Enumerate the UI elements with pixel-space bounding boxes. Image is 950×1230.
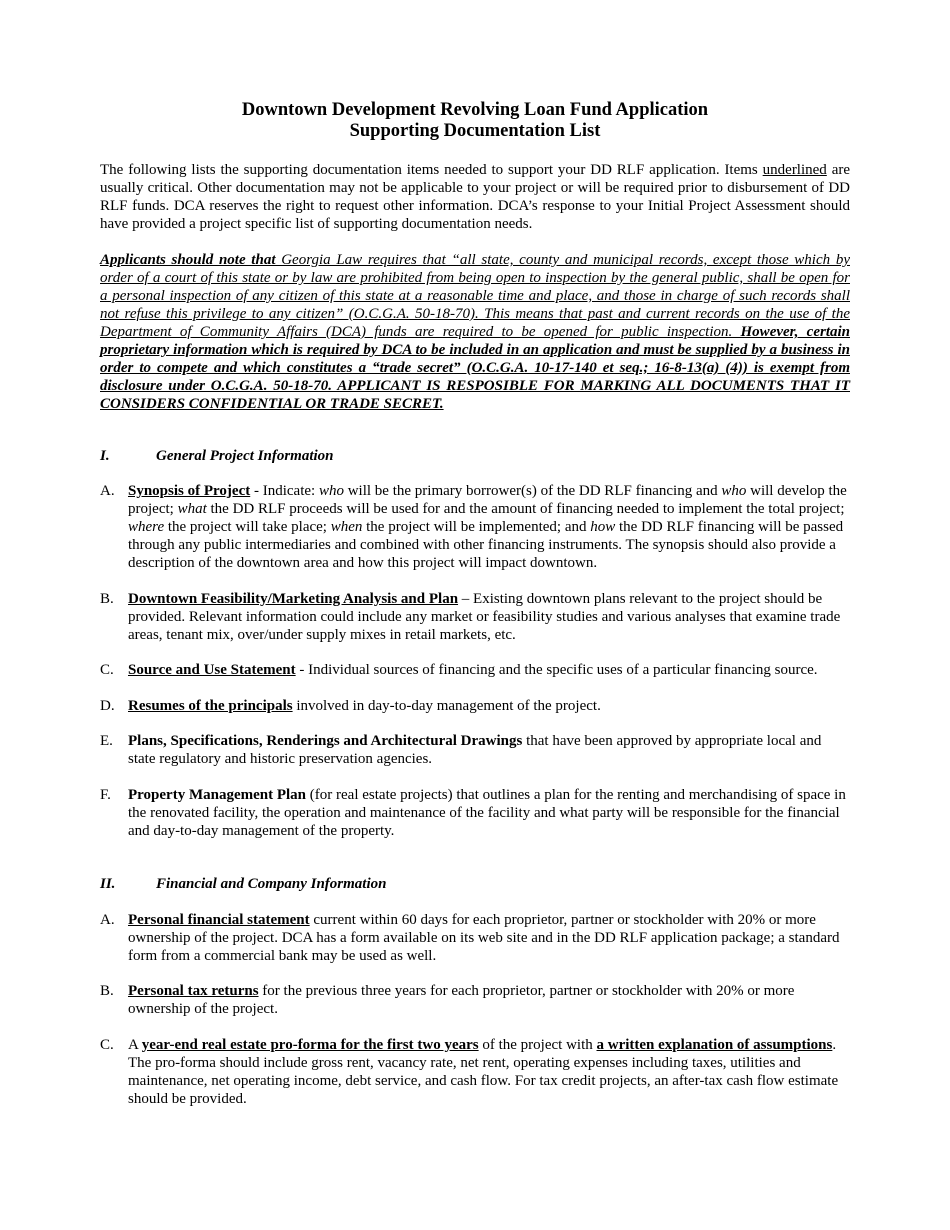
item-heading: Plans, Specifications, Renderings and Architectural Drawings <box>128 733 523 749</box>
item-letter: B. <box>100 983 114 999</box>
item-text: for the previous three years for each proprietor, partner or stockholder with 20% or more ownership of the project. <box>128 983 795 1017</box>
notice-trade-secret-clause: However, certain proprietary information which is required by DCA to be included in an application and must be supplied by a business in order to compete and which constitutes a “trade secret” (O.C.G.A. 10-17-140 et seq.; 16-8-13(a) (4)) is exempt from disclosure under O.C.G.A. 50-18-70. APPLICANT IS RESPOSIBLE FOR MARKING ALL DOCUMENTS THAT IT CONSIDERS CONFIDENTIAL OR TRADE SECRET. <box>100 324 850 412</box>
item-heading: Personal tax returns <box>128 983 259 999</box>
item-text: A <box>128 1037 142 1053</box>
list-item-feasibility-plan <box>100 590 850 644</box>
item-emphasis: what <box>177 501 207 517</box>
list-item-personal-tax-returns <box>100 982 850 1018</box>
item-heading: Resumes of the principals <box>128 698 293 714</box>
list-item-resumes <box>100 697 850 715</box>
list-item-synopsis <box>100 482 850 572</box>
section-number: I. <box>100 448 110 464</box>
item-text: . The pro-forma should include gross rent, vacancy rate, net rent, operating expenses including taxes, utilities and maintenance, net operating income, debt service, and cash flow. For tax credit projects, an after-tax cash flow estimate should be provided. <box>128 1037 839 1107</box>
item-letter: B. <box>100 591 114 607</box>
list-item-plans-drawings <box>100 732 850 768</box>
item-text: the project will take place; <box>164 519 331 535</box>
intro-paragraph <box>100 161 850 233</box>
notice-lead: Applicants should note that <box>100 252 276 268</box>
item-letter: D. <box>100 698 115 714</box>
list-item-source-use <box>100 661 850 679</box>
item-text: will be the primary borrower(s) of the DD RLF financing and <box>343 483 722 499</box>
section-number: II. <box>100 876 116 892</box>
item-text: of the project with <box>478 1037 597 1053</box>
item-letter: A. <box>100 912 115 928</box>
item-text: - Indicate: <box>250 483 319 499</box>
item-text: involved in day-to-day management of the project. <box>292 698 601 714</box>
item-text: the project will be implemented; and <box>362 519 591 535</box>
item-heading-assumptions: a written explanation of assumptions <box>596 1037 833 1053</box>
section-title: General Project Information <box>156 448 334 464</box>
section-title: Financial and Company Information <box>156 876 387 892</box>
item-letter: A. <box>100 483 115 499</box>
item-text: will develop the project; <box>128 483 847 517</box>
intro-text: The following lists the supporting documentation items needed to support your DD RLF application. Items <box>100 162 763 178</box>
item-letter: F. <box>100 787 111 803</box>
title-line-1: Downtown Development Revolving Loan Fund Application <box>241 100 709 120</box>
item-letter: E. <box>100 733 113 749</box>
item-text: – Existing downtown plans relevant to the project should be provided. Relevant information could include any market or feasibility studies and various analyses that examine trade areas, tenant mix, over/under supply mixes in retail markets, etc. <box>128 591 841 643</box>
item-text: (for real estate projects) that outlines a plan for the renting and merchandising of space in the renovated facility, the operation and maintenance of the facility and what party will be responsible for the financial and day-to-day management of the property. <box>128 787 846 839</box>
section-heading-financial-company <box>100 875 386 893</box>
item-letter: C. <box>100 1037 114 1053</box>
item-emphasis: who <box>721 483 747 499</box>
item-letter: C. <box>100 662 114 678</box>
item-heading: Source and Use Statement <box>128 662 296 678</box>
notice-body: Georgia Law requires that “all state, county and municipal records, except those which by order of a court of this state or by law are prohibited from being open to inspection by the general public, shall be open for a personal inspection of any citizen of this state at a reasonable time and place, and those in charge of such records shall not refuse this privilege to any citizen” (O.C.G.A. 50-18-70). This means that past and current records on the use of the Department of Community Affairs (DCA) funds are required to be opened for public inspection. <box>100 252 850 340</box>
title-line-2: Supporting Documentation List <box>349 121 601 141</box>
intro-text-continued: are usually critical. Other documentation may not be applicable to your project or will be required prior to disbursement of DD RLF funds. DCA reserves the right to request other information. DCA’s response to your Initial Project Assessment should have provided a project specific list of supporting documentation needs. <box>100 162 850 232</box>
item-emphasis: where <box>128 519 165 535</box>
item-emphasis: when <box>330 519 363 535</box>
item-emphasis: who <box>318 483 344 499</box>
item-text: - Individual sources of financing and the specific uses of a particular financing source. <box>295 662 818 678</box>
item-text: the DD RLF proceeds will be used for and the amount of financing needed to implement the total project; <box>206 501 845 517</box>
item-emphasis: how <box>590 519 616 535</box>
item-text: current within 60 days for each proprietor, partner or stockholder with 20% or more ownership of the project. DCA has a form available on its web site and in the DD RLF application package; a standard form from a commercial bank may be used as well. <box>128 912 840 964</box>
item-text: the DD RLF financing will be passed through any public intermediaries and combined with other financing instruments. The synopsis should also provide a description of the downtown area and how this project will impact downtown. <box>128 519 844 571</box>
item-text: that have been approved by appropriate local and state regulatory and historic preservation agencies. <box>128 733 822 767</box>
list-item-pro-forma <box>100 1036 850 1108</box>
item-heading: Property Management Plan <box>128 787 307 803</box>
item-heading: Personal financial statement <box>128 912 310 928</box>
list-item-personal-financial-statement <box>100 911 850 965</box>
public-records-notice <box>100 251 850 413</box>
item-heading: Synopsis of Project <box>128 483 251 499</box>
list-item-property-management <box>100 786 850 840</box>
document-title <box>0 100 950 142</box>
item-heading: Downtown Feasibility/Marketing Analysis and Plan <box>128 591 459 607</box>
section-heading-general-project <box>100 447 334 465</box>
intro-underlined-word: underlined <box>762 162 827 178</box>
item-heading: year-end real estate pro-forma for the first two years <box>141 1037 479 1053</box>
